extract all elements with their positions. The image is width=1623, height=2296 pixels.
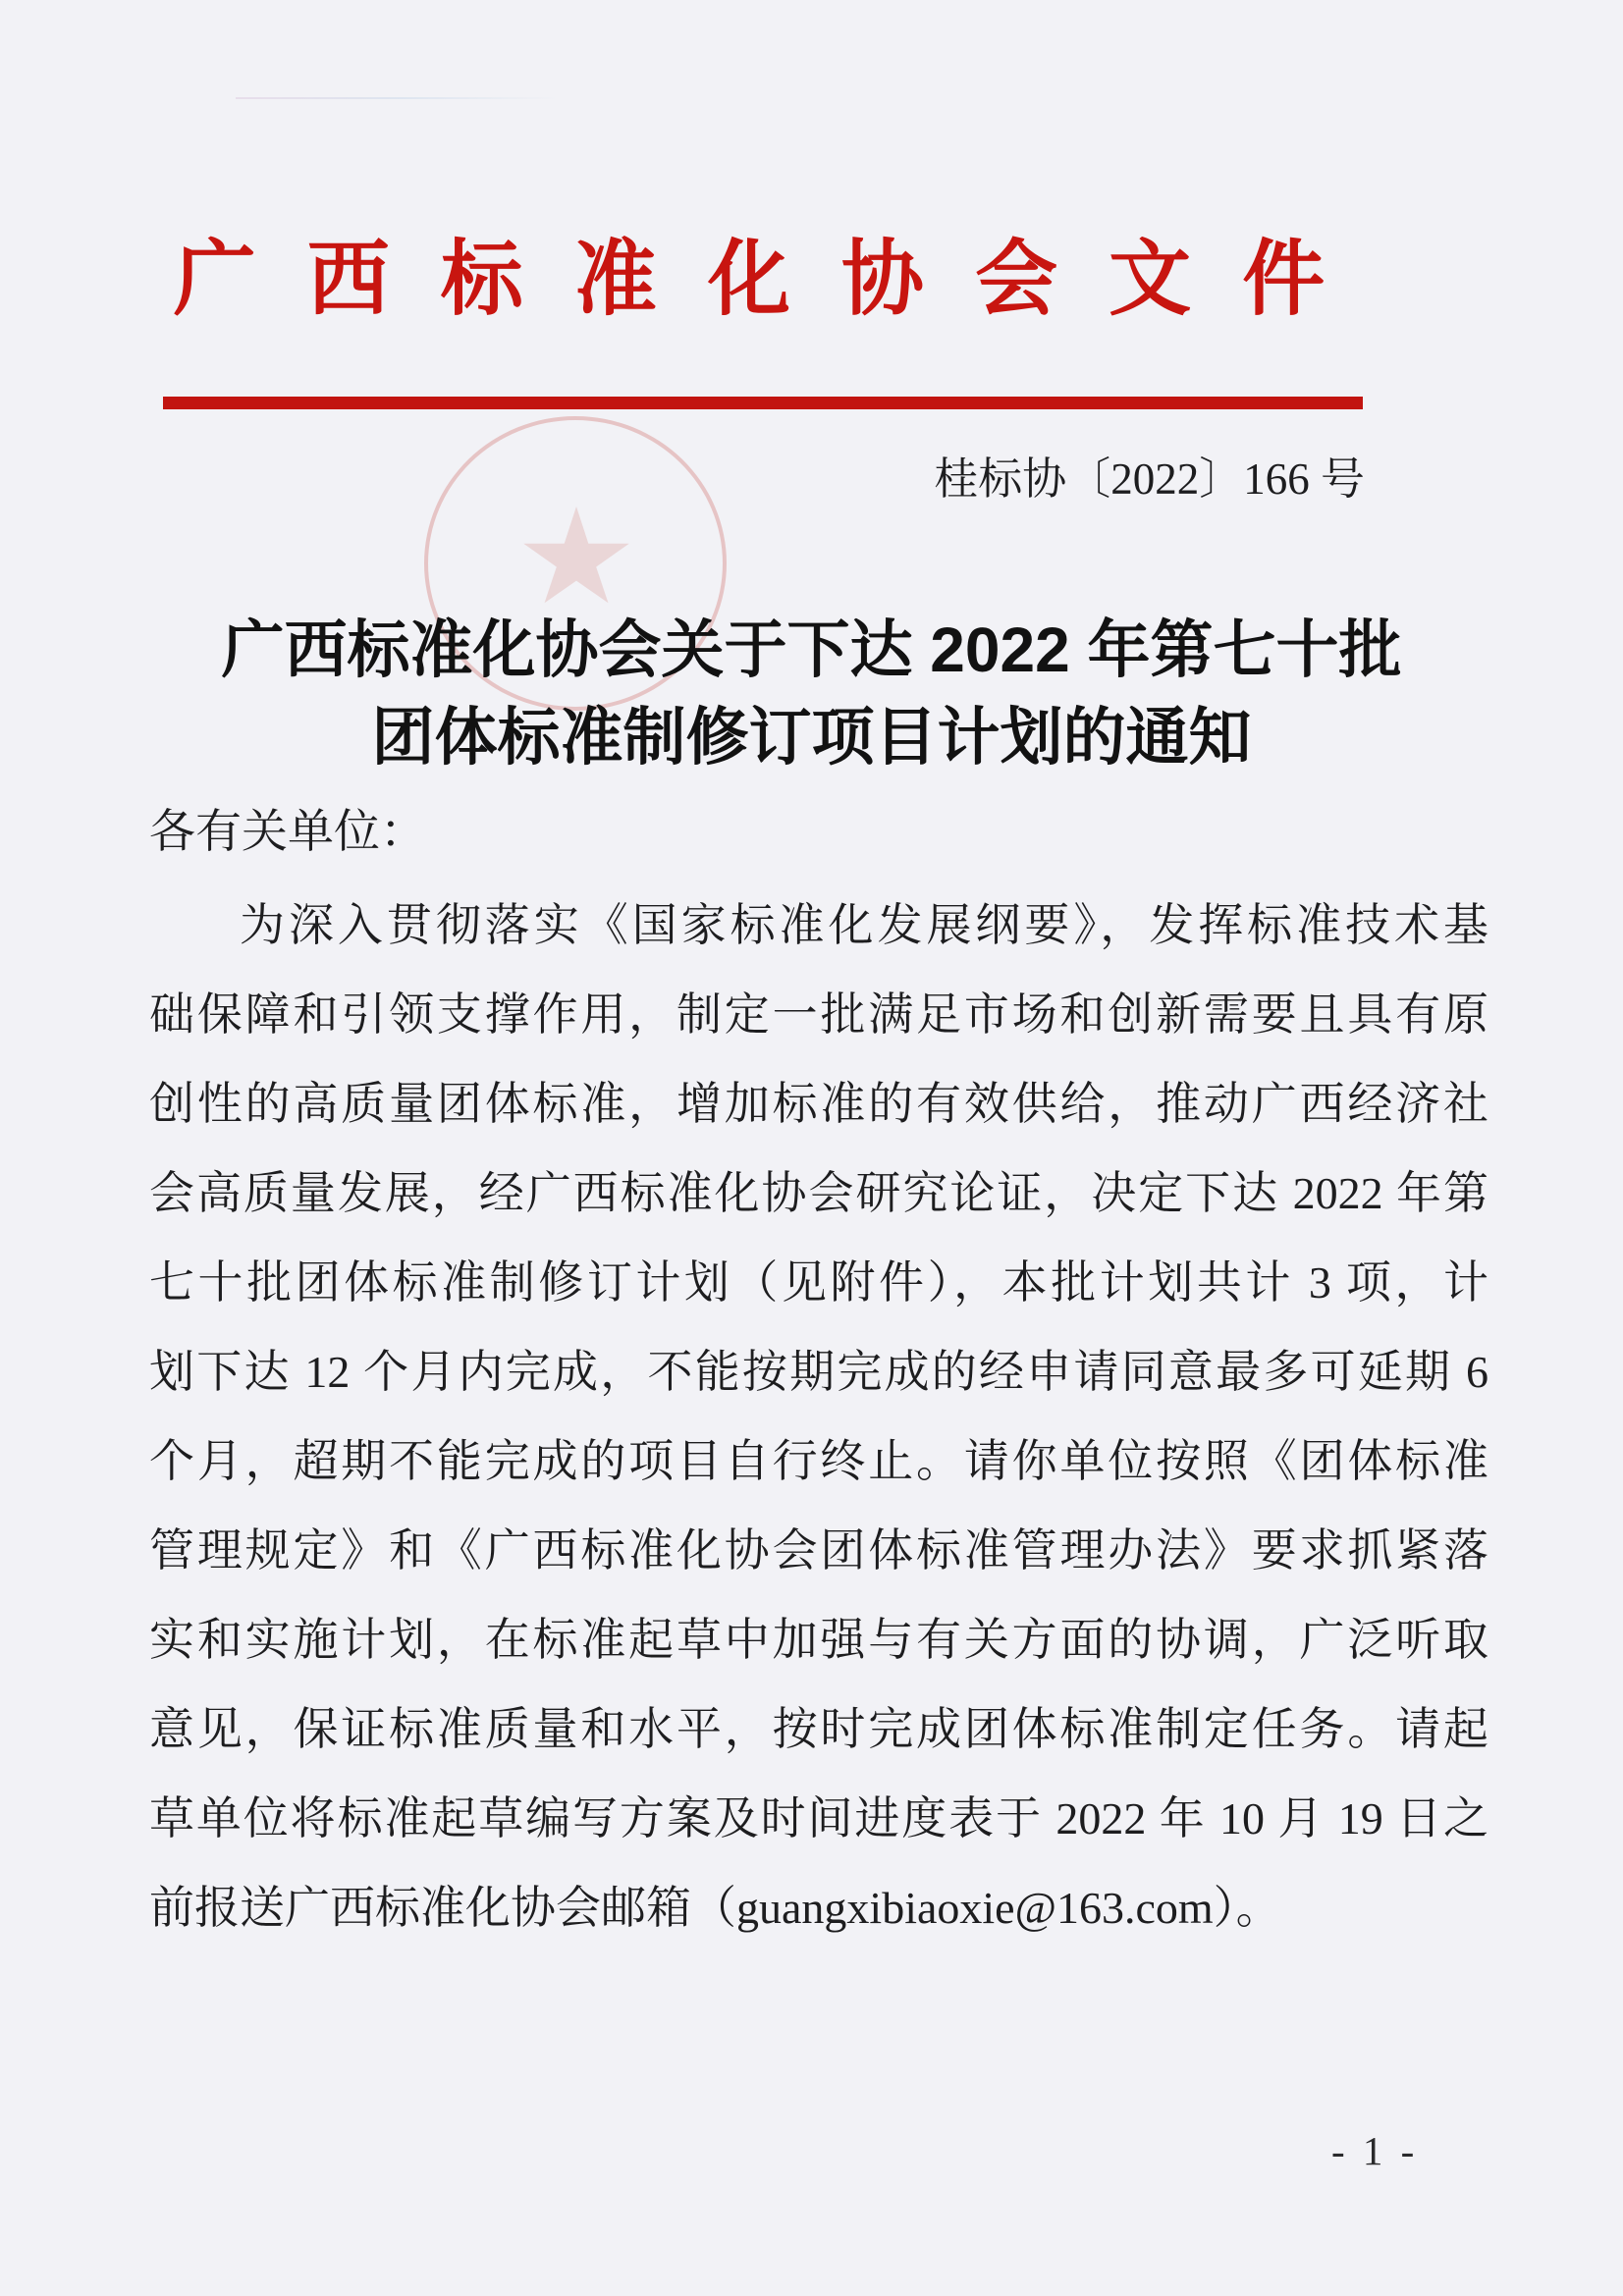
body-paragraph	[149, 881, 1488, 1952]
body-line: 前报送广西标准化协会邮箱（guangxibiaoxie@163.com）。	[149, 1883, 1281, 1933]
salutation: 各有关单位：	[149, 807, 426, 858]
body-line: 创性的高质量团体标准，增加标准的有效供给，推动广西经济社	[149, 1079, 1488, 1129]
body-line: 础保障和引领支撑作用，制定一批满足市场和创新需要且具有原	[149, 989, 1488, 1040]
seal-star-icon	[521, 507, 631, 613]
red-divider	[163, 397, 1363, 409]
body-line: 管理规定》和《广西标准化协会团体标准管理办法》要求抓紧落	[149, 1525, 1488, 1575]
body-line: 个月，超期不能完成的项目自行终止。请你单位按照《团体标准	[149, 1436, 1488, 1486]
page-number: - 1 -	[1331, 2128, 1419, 2173]
body-line: 草单位将标准起草编写方案及时间进度表于 2022 年 10 月 19 日之	[149, 1793, 1488, 1843]
document-title-line1: 广西标准化协会关于下达 2022 年第七十批	[221, 614, 1402, 685]
document-title-line2: 团体标准制修订项目计划的通知	[371, 702, 1252, 773]
body-line: 实和实施计划，在标准起草中加强与有关方面的协调，广泛听取	[149, 1615, 1488, 1665]
body-line: 意见，保证标准质量和水平，按时完成团体标准制定任务。请起	[149, 1704, 1488, 1754]
body-line: 为深入贯彻落实《国家标准化发展纲要》，发挥标准技术基	[240, 900, 1488, 950]
document-title	[88, 607, 1535, 781]
body-line: 七十批团体标准制修订计划（见附件），本批计划共计 3 项，计	[149, 1257, 1488, 1308]
body-line: 划下达 12 个月内完成，不能按期完成的经申请同意最多可延期 6	[149, 1347, 1488, 1397]
doc-number: 桂标协〔2022〕166 号	[934, 454, 1365, 504]
org-header-title: 广西标准化协会文件	[173, 233, 1377, 325]
scan-artifact	[236, 97, 560, 99]
body-line: 会高质量发展，经广西标准化协会研究论证，决定下达 2022 年第	[149, 1168, 1488, 1218]
